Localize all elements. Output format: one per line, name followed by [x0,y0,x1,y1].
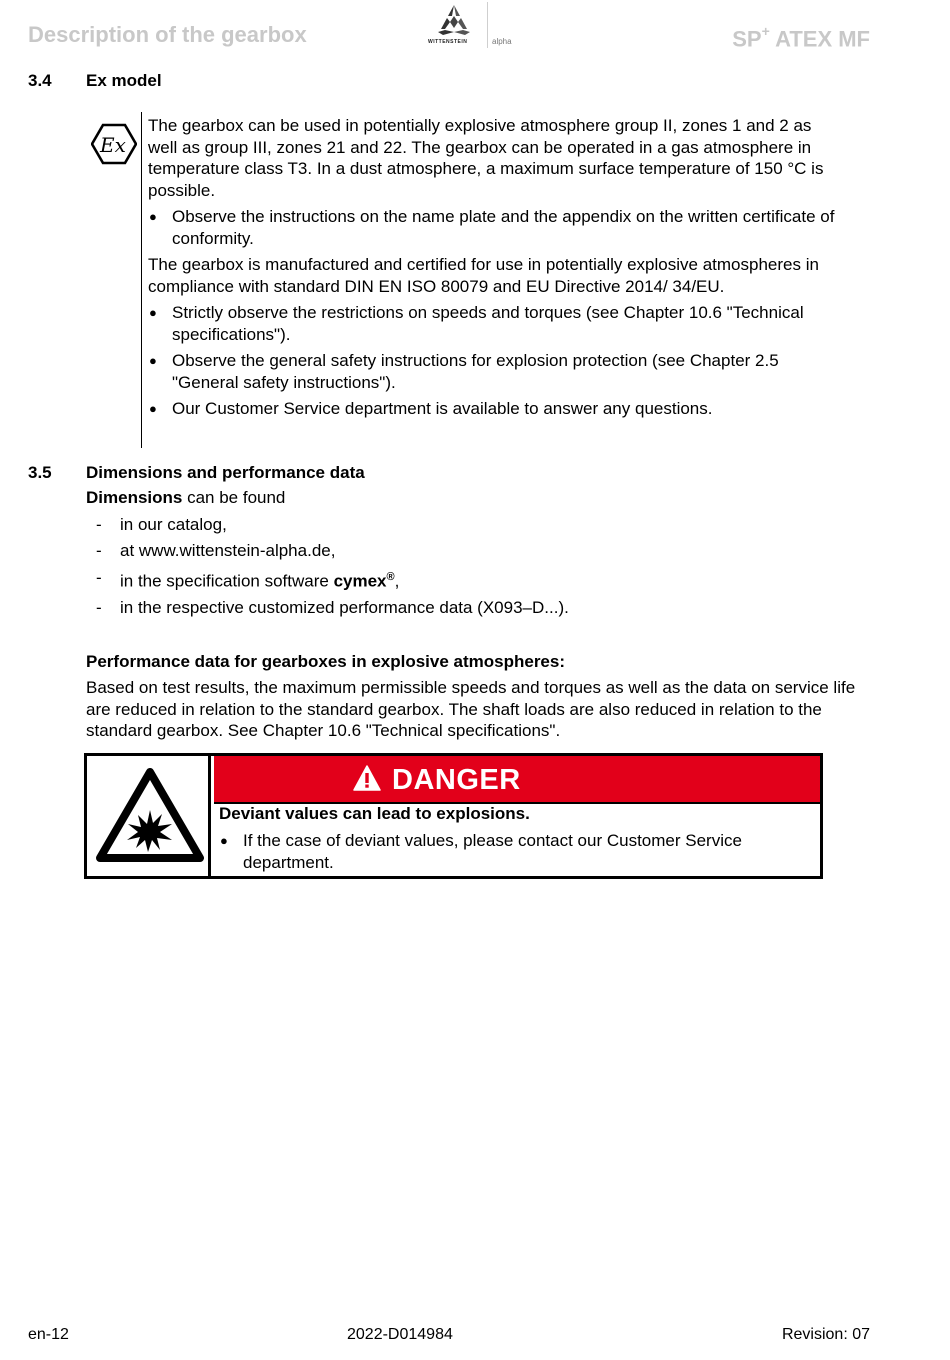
ex-paragraph-2: The gearbox is manufactured and certified for use in potentially explosive atmospheres in compliance with standard DIN EN ISO 80079 and EU Directive 2014/ 34/EU. [148,255,819,296]
product-suffix: ATEX MF [769,26,870,52]
bullet-icon: ● [149,305,157,320]
bullet-icon: ● [149,353,157,368]
bullet-icon: ● [149,209,157,224]
ex-icon [91,122,137,166]
bullet-icon: ● [149,401,157,416]
list-item [148,206,838,249]
dimensions-intro [86,487,886,509]
bullet-icon: ● [220,833,228,848]
list-item-text: in the respective customized performance data (X093–D...). [120,597,569,617]
list-item [219,830,809,873]
product-name [732,18,870,54]
warning-triangle-icon [353,765,381,791]
list-item-text: in the specification software [120,571,334,591]
list-item-text: Strictly observe the restrictions on speeds and torques (see Chapter 10.6 "Technical specifications"). [172,303,804,344]
dimensions-block [86,487,886,623]
logo-separator [487,2,488,48]
ex-margin-rule [141,112,142,448]
dash-marker: - [96,541,102,560]
wittenstein-logo [428,2,520,48]
performance-text: Based on test results, the maximum permissible speeds and torques as well as the data on service life are reduced in relation to the standard gearbox. The shaft loads are also reduced in relation to the standard gearbox. See Chapter 10.6 "Technical specifications". [86,678,856,740]
section-title-ex-model: Ex model [86,71,162,90]
software-name: cymex [333,571,387,591]
list-item-text: at www.wittenstein-alpha.de, [120,541,336,560]
section-number-3-4: 3.4 [28,71,52,90]
logo-wordmark: WITTENSTEIN [428,39,468,45]
dimensions-bold: Dimensions [86,488,183,507]
list-item-text: If the case of deviant values, please contact our Customer Service department. [243,831,742,872]
svg-text:Ex: Ex [100,133,126,157]
section-title-dimensions: Dimensions and performance data [86,463,365,482]
product-prefix: SP [732,26,762,52]
logo-mark-icon [428,2,486,38]
registered-mark: ® [386,570,395,583]
list-item-text: Observe the instructions on the name plate and the appendix on the written certificate of conformity. [172,207,835,248]
list-item [86,540,886,562]
list-item [148,398,838,420]
footer-doc-number: 2022-D014984 [347,1326,453,1343]
danger-heading: Deviant values can lead to explosions. [219,804,530,823]
danger-box [84,753,823,879]
ex-paragraph-1: The gearbox can be used in potentially explosive atmosphere group II, zones 1 and 2 as well as group III, zones 21 and 22. The gearbox can be operated in a gas atmosphere in temperature class T3. In a dust atmosphere, a maximum surface temperature of 150 °C is possible. [148,116,824,200]
explosion-warning-icon [96,768,204,864]
danger-signal-word: DANGER [392,764,521,796]
footer-revision: Revision: 07 [781,1326,870,1343]
list-item [148,302,838,345]
danger-signal-bar [214,756,820,804]
section-number-3-5: 3.5 [28,463,52,482]
list-item [86,567,886,592]
product-sup: + [761,23,770,39]
logo-alpha: alpha [492,37,512,46]
list-item-text: in our catalog, [120,514,227,534]
dash-marker: - [96,514,102,534]
list-item-tail: , [394,571,400,591]
performance-heading: Performance data for gearboxes in explosive atmospheres: [86,652,566,671]
list-item [86,597,886,619]
ex-model-body [148,115,838,425]
danger-icon-cell [87,756,211,876]
page-header-title: Description of the gearbox [28,22,307,47]
list-item-text: Our Customer Service department is available to answer any questions. [172,399,713,418]
dimensions-intro-rest: can be found [182,488,286,507]
list-item [148,350,838,393]
list-item [86,514,886,536]
dash-marker: - [96,567,102,587]
dash-marker: - [96,597,102,617]
footer-page-number: en-12 [28,1326,69,1343]
list-item-text: Observe the general safety instructions for explosion protection (see Chapter 2.5 "General safety instructions"). [172,351,779,392]
